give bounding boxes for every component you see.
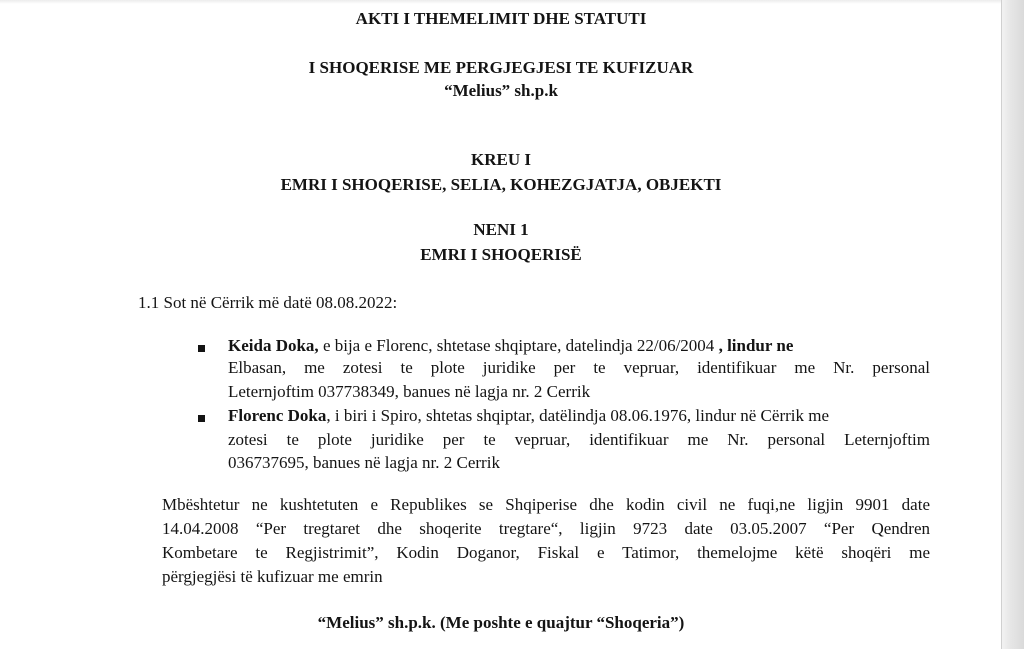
founder-2-details: , i biri i Spiro, shtetas shqiptar, datëlindja 08.06.1976, lindur në Cërrik me <box>326 406 830 425</box>
page-right-edge <box>1001 0 1024 649</box>
page-top-shadow <box>0 0 1002 4</box>
chapter-number: KREU I <box>471 150 531 169</box>
founder-2-name: Florenc Doka <box>228 406 327 425</box>
founder-2-line-1 <box>228 406 829 426</box>
founder-2-line-3: 036737695, banues në lagja nr. 2 Cerrik <box>228 453 500 472</box>
founder-1-name: Keida Doka, <box>228 336 319 355</box>
bullet-icon <box>198 415 205 422</box>
document-subtitle: I SHOQERISE ME PERGJEGJESI TE KUFIZUAR <box>308 58 694 77</box>
founder-1-line-2: Elbasan, me zotesi te plote juridike per te vepruar, identifikuar me Nr. personal <box>228 358 930 377</box>
clause-1-1: 1.1 Sot në Cërrik më datë 08.08.2022: <box>138 293 398 312</box>
company-line: “Melius” sh.p.k. (Me poshte e quajtur “Shoqeria”) <box>317 613 685 632</box>
founder-1-line-1 <box>228 336 930 356</box>
founder-1-details: e bija e Florenc, shtetase shqiptare, datelindja 22/06/2004 <box>322 336 715 355</box>
founder-1-tail: , lindur ne <box>718 336 794 355</box>
paragraph-line-2: 14.04.2008 “Per tregtaret dhe shoqerite tregtare“, ligjin 9723 date 03.05.2007 “Per Qendren <box>162 519 930 538</box>
founder-2-line-2: zotesi te plote juridike per te vepruar, identifikuar me Nr. personal Leternjoftim <box>228 430 930 449</box>
document-title: AKTI I THEMELIMIT DHE STATUTI <box>355 9 647 28</box>
bullet-icon <box>198 345 205 352</box>
chapter-title: EMRI I SHOQERISE, SELIA, KOHEZGJATJA, OBJEKTI <box>280 175 722 194</box>
paragraph-line-3: Kombetare te Regjistrimit”, Kodin Doganor, Fiskal e Tatimor, themelojme këtë shoqëri me <box>162 543 930 562</box>
paragraph-line-1: Mbështetur ne kushtetuten e Republikes se Shqiperise dhe kodin civil ne fuqi,ne ligjin 9901 date <box>162 495 930 514</box>
founder-1-line-3: Leternjoftim 037738349, banues në lagja nr. 2 Cerrik <box>228 382 591 401</box>
company-name-heading: “Melius” sh.p.k <box>444 81 558 100</box>
article-title: EMRI I SHOQERISË <box>420 245 582 264</box>
article-number: NENI 1 <box>473 220 529 239</box>
paragraph-line-4: përgjegjësi të kufizuar me emrin <box>162 567 383 586</box>
